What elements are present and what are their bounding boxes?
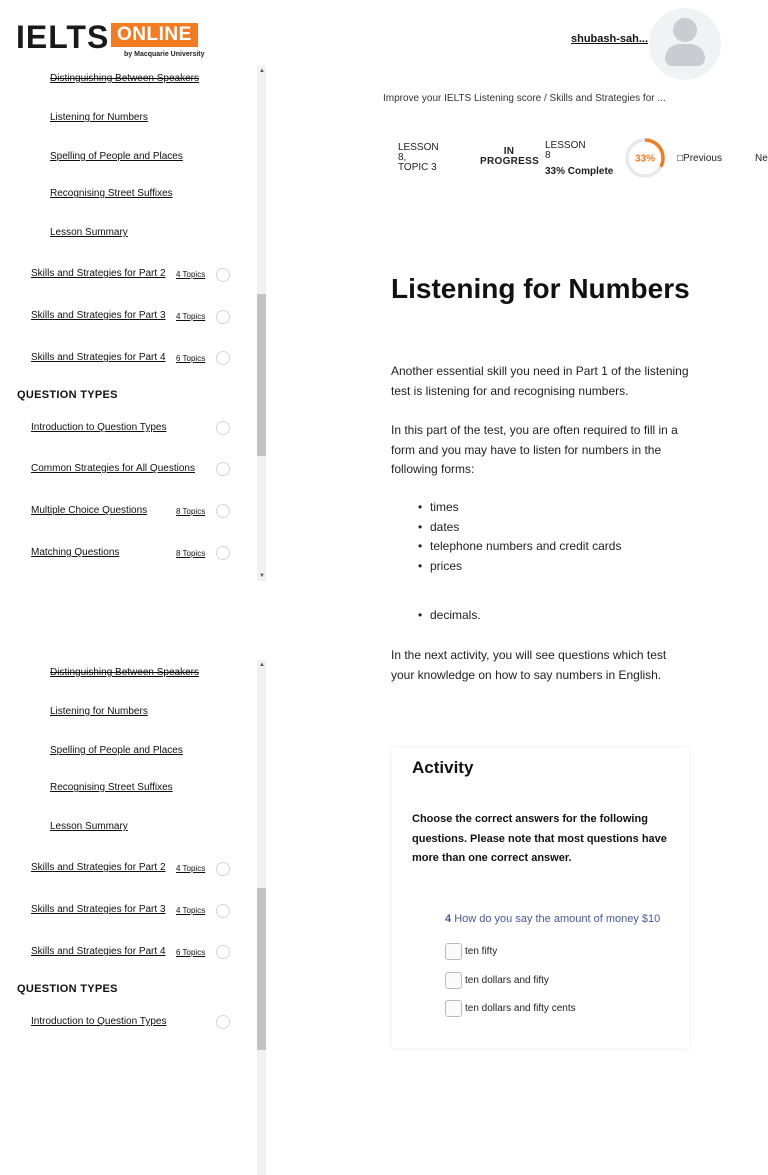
answer-option-ten-fifty[interactable] xyxy=(445,943,497,960)
previous-label: Previous xyxy=(683,153,722,164)
sidebar-lesson-part2[interactable]: Skills and Strategies for Part 2 xyxy=(31,862,166,873)
logo-text: IELTS xyxy=(16,19,110,55)
topic-label: TOPIC 3 xyxy=(398,162,437,173)
sidebar-qt-common-strategies[interactable]: Common Strategies for All Questions xyxy=(31,463,195,474)
scroll-down-icon[interactable]: ▼ xyxy=(259,573,265,579)
option-label: ten fifty xyxy=(465,946,498,957)
section-heading-question-types: QUESTION TYPES xyxy=(17,983,118,995)
number-forms-list xyxy=(418,498,621,576)
sidebar-qt-matching-topics[interactable]: 8 Topics xyxy=(176,549,206,558)
question-number: 4 xyxy=(445,913,452,925)
list-item: • decimals. xyxy=(418,606,481,626)
activity-title: Activity xyxy=(412,758,474,777)
username-link[interactable]: shubash-sah... xyxy=(571,33,649,45)
sidebar-lesson-part4[interactable]: Skills and Strategies for Part 4 xyxy=(31,352,166,363)
answer-option-ten-dollars-and-fifty[interactable] xyxy=(445,972,549,989)
list-item: • telephone numbers and credit cards xyxy=(418,537,621,557)
option-label: ten dollars and fifty cents xyxy=(465,1003,576,1014)
sidebar-subitem-lesson-summary[interactable]: Lesson Summary xyxy=(50,821,128,832)
answer-option-ten-dollars-fifty-cents[interactable] xyxy=(445,1000,576,1017)
sidebar-subitem-street-suffixes[interactable]: Recognising Street Suffixes xyxy=(50,782,173,793)
avatar[interactable] xyxy=(649,8,721,80)
intro-paragraph: Another essential skill you need in Part 1 of the listening test is listening for and recognising numbers. xyxy=(391,364,689,398)
sidebar-subitem-distinguishing[interactable]: Distinguishing Between Speakers xyxy=(50,73,199,84)
page-title: Listening for Numbers xyxy=(391,273,690,304)
lesson-label: LESSON xyxy=(398,142,439,153)
option-label: ten dollars and fifty xyxy=(465,975,549,986)
sidebar-subitem-street-suffixes[interactable]: Recognising Street Suffixes xyxy=(50,188,173,199)
activity-card xyxy=(392,748,689,1048)
sidebar-lesson-part2[interactable]: Skills and Strategies for Part 2 xyxy=(31,268,166,279)
progress-circle-icon xyxy=(216,462,230,476)
in-progress-label-1: IN xyxy=(503,146,515,157)
sidebar-lesson-part2-topics[interactable]: 4 Topics xyxy=(176,864,206,873)
avatar-head xyxy=(673,18,697,42)
sidebar-subitem-listening-numbers[interactable]: Listening for Numbers xyxy=(50,112,148,123)
checkbox[interactable] xyxy=(445,1000,462,1017)
sidebar-lesson-part3[interactable]: Skills and Strategies for Part 3 xyxy=(31,904,166,915)
number-forms-list-extra xyxy=(418,606,481,626)
progress-ring xyxy=(624,137,666,179)
progress-circle-icon xyxy=(216,351,230,365)
progress-circle-icon xyxy=(216,310,230,324)
sidebar-subitem-distinguishing[interactable]: Distinguishing Between Speakers xyxy=(50,667,199,678)
completion-status: 33% Complete xyxy=(545,166,614,177)
next-button[interactable]: Ne xyxy=(755,153,768,164)
sidebar-subitem-spelling[interactable]: Spelling of People and Places xyxy=(50,745,183,756)
avatar-body xyxy=(665,44,705,66)
sidebar-lesson-part3-topics[interactable]: 4 Topics xyxy=(176,312,206,321)
activity-intro-paragraph: In the next activity, you will see questions which test your knowledge on how to say numbers in English. xyxy=(391,648,667,682)
checkbox[interactable] xyxy=(445,972,462,989)
previous-button[interactable] xyxy=(677,153,722,164)
list-item: • prices xyxy=(418,557,621,577)
activity-instructions: Choose the correct answers for the following questions. Please note that most questions have more than one correct answer. xyxy=(412,813,667,864)
progress-circle-icon xyxy=(216,862,230,876)
sidebar-scroll-thumb[interactable] xyxy=(257,294,266,456)
lesson-number: 8, xyxy=(398,152,407,163)
scroll-up-icon[interactable]: ▲ xyxy=(259,662,265,668)
sidebar-qt-introduction[interactable]: Introduction to Question Types xyxy=(31,1016,167,1027)
forms-paragraph: In this part of the test, you are often required to fill in a form and you may have to listen for numbers in the following forms: xyxy=(391,423,678,476)
logo-subtitle: by Macquarie University xyxy=(124,51,205,58)
section-heading-question-types: QUESTION TYPES xyxy=(17,389,118,401)
scroll-up-icon[interactable]: ▲ xyxy=(259,68,265,74)
progress-circle-icon xyxy=(216,268,230,282)
question-text: How do you say the amount of money $10 xyxy=(454,913,661,925)
sidebar-scroll-thumb[interactable] xyxy=(257,888,266,1050)
progress-ring-label: 33% xyxy=(634,153,656,165)
sidebar-lesson-part4[interactable]: Skills and Strategies for Part 4 xyxy=(31,946,166,957)
breadcrumb[interactable]: Improve your IELTS Listening score / Skills and Strategies for ... xyxy=(383,93,666,104)
progress-circle-icon xyxy=(216,945,230,959)
in-progress-label-2: PROGRESS xyxy=(480,156,540,167)
sidebar-subitem-listening-numbers[interactable]: Listening for Numbers xyxy=(50,706,148,717)
list-item: • times xyxy=(418,498,621,518)
sidebar-qt-introduction[interactable]: Introduction to Question Types xyxy=(31,422,167,433)
progress-circle-icon xyxy=(216,546,230,560)
sidebar-lesson-part3[interactable]: Skills and Strategies for Part 3 xyxy=(31,310,166,321)
sidebar-lesson-part4-topics[interactable]: 6 Topics xyxy=(176,354,206,363)
question-4 xyxy=(445,913,660,925)
progress-circle-icon xyxy=(216,421,230,435)
logo-badge: ONLINE xyxy=(111,23,198,47)
course-sidebar xyxy=(0,66,268,581)
progress-circle-icon xyxy=(216,504,230,518)
sidebar-lesson-part3-topics[interactable]: 4 Topics xyxy=(176,906,206,915)
checkbox[interactable] xyxy=(445,943,462,960)
list-item: • dates xyxy=(418,518,621,538)
previous-icon: □ xyxy=(677,153,684,164)
lesson-number-right: 8 xyxy=(545,150,551,161)
progress-circle-icon xyxy=(216,1015,230,1029)
sidebar-subitem-lesson-summary[interactable]: Lesson Summary xyxy=(50,227,128,238)
sidebar-qt-multiple-choice-topics[interactable]: 8 Topics xyxy=(176,507,206,516)
progress-circle-icon xyxy=(216,904,230,918)
sidebar-qt-multiple-choice[interactable]: Multiple Choice Questions xyxy=(31,505,148,516)
sidebar-subitem-spelling[interactable]: Spelling of People and Places xyxy=(50,151,183,162)
sidebar-lesson-part4-topics[interactable]: 6 Topics xyxy=(176,948,206,957)
lesson-label-right: LESSON xyxy=(545,140,586,151)
sidebar-qt-matching[interactable]: Matching Questions xyxy=(31,547,120,558)
sidebar-lesson-part2-topics[interactable]: 4 Topics xyxy=(176,270,206,279)
course-sidebar-duplicate xyxy=(0,660,268,1175)
